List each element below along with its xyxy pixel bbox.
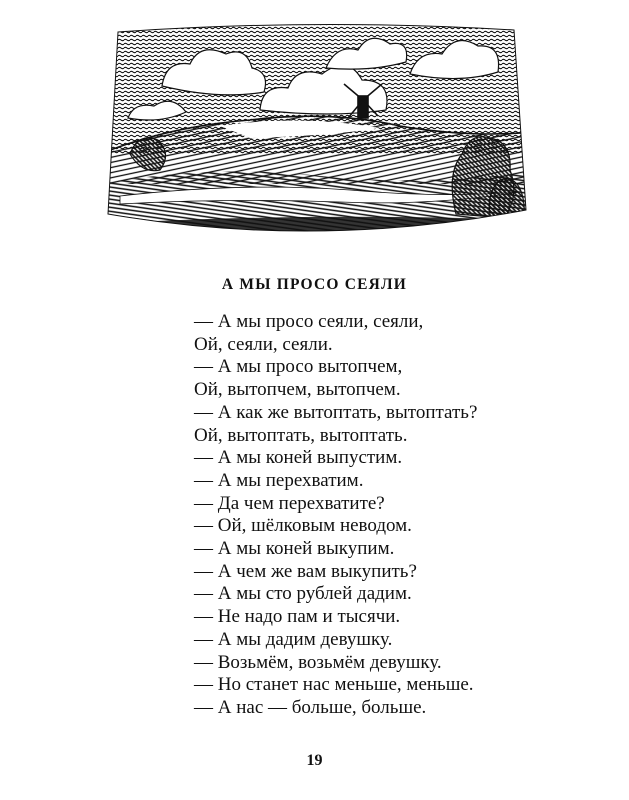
poem-line: — А как же вытоптать, вытоптать?: [194, 401, 478, 423]
poem-line: — А мы сто рублей дадим.: [194, 583, 412, 605]
poem-line: — Ой, шёлковым неводом.: [194, 515, 412, 537]
poem-line: — А мы коней выпустим.: [194, 447, 403, 469]
landscape-engraving: [100, 14, 532, 246]
poem-line: Ой, вытопчем, вытопчем.: [194, 379, 401, 401]
poem-line: — А нас — больше, больше.: [194, 696, 427, 718]
poem-line: — Но станет нас меньше, меньше.: [194, 674, 474, 696]
page-number: 19: [306, 752, 323, 769]
poem-line: — Не надо пам и тысячи.: [194, 606, 401, 628]
poem-line: — Возьмём, возьмём девушку.: [194, 651, 442, 673]
poem-line: — А мы просо сеяли, сеяли,: [194, 311, 424, 332]
poem-line: — Да чем перехватите?: [194, 492, 385, 514]
poem-line: — А мы перехватим.: [194, 469, 364, 491]
poem-line: Ой, сеяли, сеяли.: [194, 333, 333, 355]
poem-line: — А чем же вам выкупить?: [194, 560, 417, 582]
poem-line: Ой, вытоптать, вытоптать.: [194, 424, 408, 446]
poem-title: А МЫ ПРОСО СЕЯЛИ: [221, 276, 408, 293]
poem-line: — А мы дадим девушку.: [194, 628, 393, 650]
poem-line: — А мы просо вытопчем,: [194, 356, 403, 378]
poem-line: — А мы коней выкупим.: [194, 538, 395, 560]
poem-verse: [194, 311, 554, 720]
